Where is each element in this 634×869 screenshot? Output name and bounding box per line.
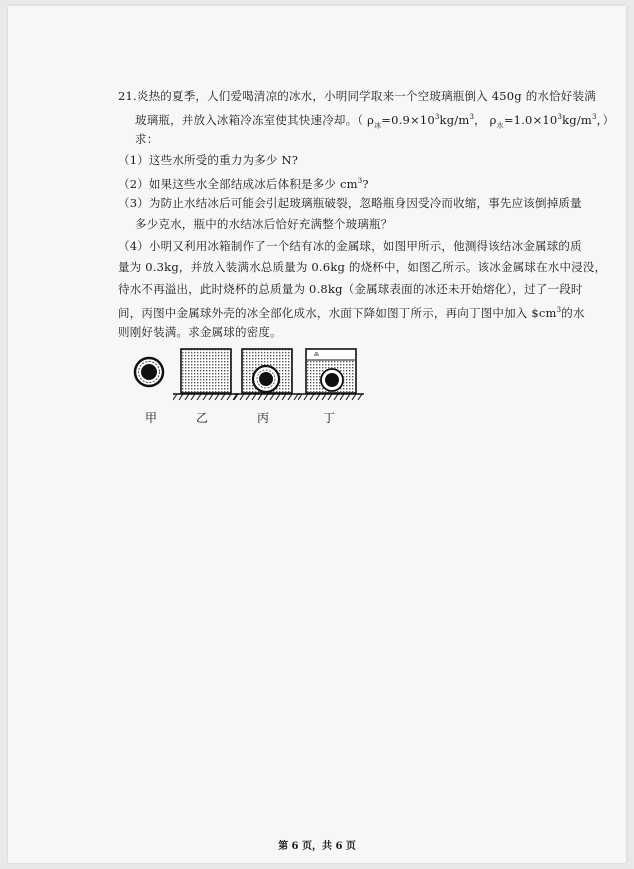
- exam-page: [8, 6, 626, 863]
- question-part-4-line1: （4）小明又利用冰箱制作了一个结有冰的金属球，如图甲所示，他测得该结冰金属球的质: [118, 239, 582, 253]
- figure-yi-beaker: [173, 346, 239, 406]
- question-part-3-line2: 多少克水，瓶中的水结冰后恰好充满整个玻璃瓶？: [135, 217, 393, 231]
- question-ask: 求：: [135, 132, 159, 146]
- question-intro-line1: 21.炎热的夏季，人们爱喝清凉的冰水，小明同学取来一个空玻璃瓶倒入 450g 的水恰好装满: [118, 89, 596, 103]
- question-intro-line2: 玻璃瓶，并放入冰箱冷冻室使其快速冷却。（ $\rho_冰=0.9\times 10^3kg/m^3$， $\rho_水=1.0\times 10^3kg/m^3$，）: [135, 113, 615, 130]
- caption-bing: 丙: [257, 411, 270, 425]
- question-part-3-line1: （3）为防止水结冰后可能会引起玻璃瓶破裂，忽略瓶身因受冷而收缩，事先应该倒掉质量: [118, 196, 582, 210]
- caption-jia: 甲: [145, 411, 158, 425]
- figure-ding-beaker: [298, 346, 364, 406]
- page-footer: 第 6 页，共 6 页: [278, 841, 356, 852]
- question-part-2: （2）如果这些水全部结成冰后体积是多少 $cm^3$?: [118, 177, 369, 191]
- question-part-1: （1）这些水所受的重力为多少 N?: [118, 153, 299, 167]
- figure-jia-ball: [132, 352, 166, 392]
- question-part-4-line4: 间，丙图中金属球外壳的冰全部化成水，水面下降如图丁所示，再向丁图中加入 $\$cm^3$的水: [118, 306, 585, 320]
- figure-bing-beaker: [234, 346, 300, 406]
- question-part-4-line2: 量为 0.3kg，并放入装满水总质量为 0.6kg 的烧杯中，如图乙所示。该冰金属球在水中浸没，: [118, 260, 607, 274]
- question-part-4-line3: 待水不再溢出，此时烧杯的总质量为 0.8kg（金属球表面的冰还未开始熔化），过了一段时: [118, 282, 583, 296]
- question-part-4-line5: 则刚好装满。求金属球的密度。: [118, 325, 282, 339]
- caption-yi: 乙: [196, 411, 209, 425]
- caption-ding: 丁: [323, 411, 336, 425]
